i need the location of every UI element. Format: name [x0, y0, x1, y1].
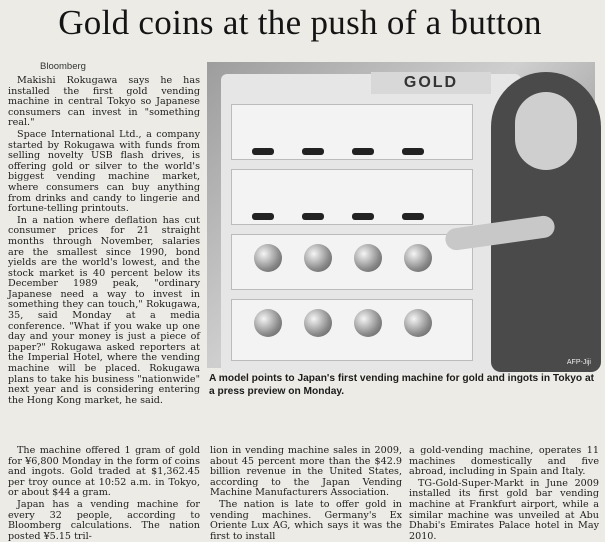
paragraph: TG-Gold-Super-Markt in June 2009 installed its first gold bar vending machine at Frankfurt airport, while a similar machine was unveiled at Abu Dhabi's Emirates Palace hotel in May 2010. — [409, 477, 599, 542]
news-photo — [207, 62, 595, 368]
article-bottom — [8, 445, 599, 542]
headline: Gold coins at the push of a button — [58, 3, 542, 42]
model-figure — [485, 72, 605, 372]
article-column-2 — [8, 445, 200, 542]
paragraph: Japan has a vending machine for every 32 people, according to Bloomberg calculations. The nation posted ¥5.15 tril- — [8, 498, 200, 542]
paragraph: Space International Ltd., a company started by Rokugawa with funds from selling novelty USB flash drives, is offering gold or silver to the world's biggest vending machine market, where consumers can buy anything from drinks and candy to lingerie and fortune-telling printouts. — [8, 128, 200, 215]
article-column-1 — [8, 76, 200, 446]
photo-caption: A model points to Japan's first vending machine for gold and ingots in Tokyo at a press preview on Monday. — [209, 373, 595, 397]
machine-shelf — [231, 234, 473, 290]
machine-shelf — [231, 169, 473, 225]
article-column-4 — [409, 445, 599, 542]
paragraph: In a nation where deflation has cut consumer prices for 21 straight months through November, salaries are the smallest since 1990, bond yields are the world's lowest, and the stock market is 40 percent below its December 1989 peak, "ordinary Japanese need a way to invest in something they can touch," Rokugawa, 35, said Monday at a media conference. "What if you wake up one day and your money is just a piece of paper?" Rokugawa asked reporters at the Imperial Hotel, where the vending machine will be placed. Rokugawa plans to take his business "nationwide" next year and is considering entering the Hong Kong market, he said. — [8, 214, 200, 406]
photo-credit: AFP-Jiji — [566, 359, 591, 366]
paragraph: The nation is late to offer gold in vending machines. Germany's Ex Oriente Lux AG, which says it was the first to install — [210, 498, 402, 542]
byline: Bloomberg — [40, 61, 86, 72]
article-column-3 — [210, 445, 402, 542]
machine-shelf — [231, 299, 473, 361]
paragraph: lion in vending machine sales in 2009, about 45 percent more than the $42.9 billion revenue in the United States, according to the Japan Vending Machine Manufacturers Association. — [210, 445, 402, 499]
machine-shelf — [231, 104, 473, 160]
paragraph: Makishi Rokugawa says he has installed the first gold vending machine in central Tokyo so Japanese consumers can invest in "something real." — [8, 75, 200, 129]
vending-machine-image — [221, 74, 521, 374]
paragraph: The machine offered 1 gram of gold for ¥6,800 Monday in the form of coins and ingots. Gold traded at $1,362.45 per troy ounce at 10:52 a.m. in Tokyo, or about $44 a gram. — [8, 445, 200, 499]
paragraph: a gold-vending machine, operates 11 machines domestically and five abroad, including in Spain and Italy. — [409, 445, 599, 478]
machine-sign: GOLD — [371, 72, 491, 94]
